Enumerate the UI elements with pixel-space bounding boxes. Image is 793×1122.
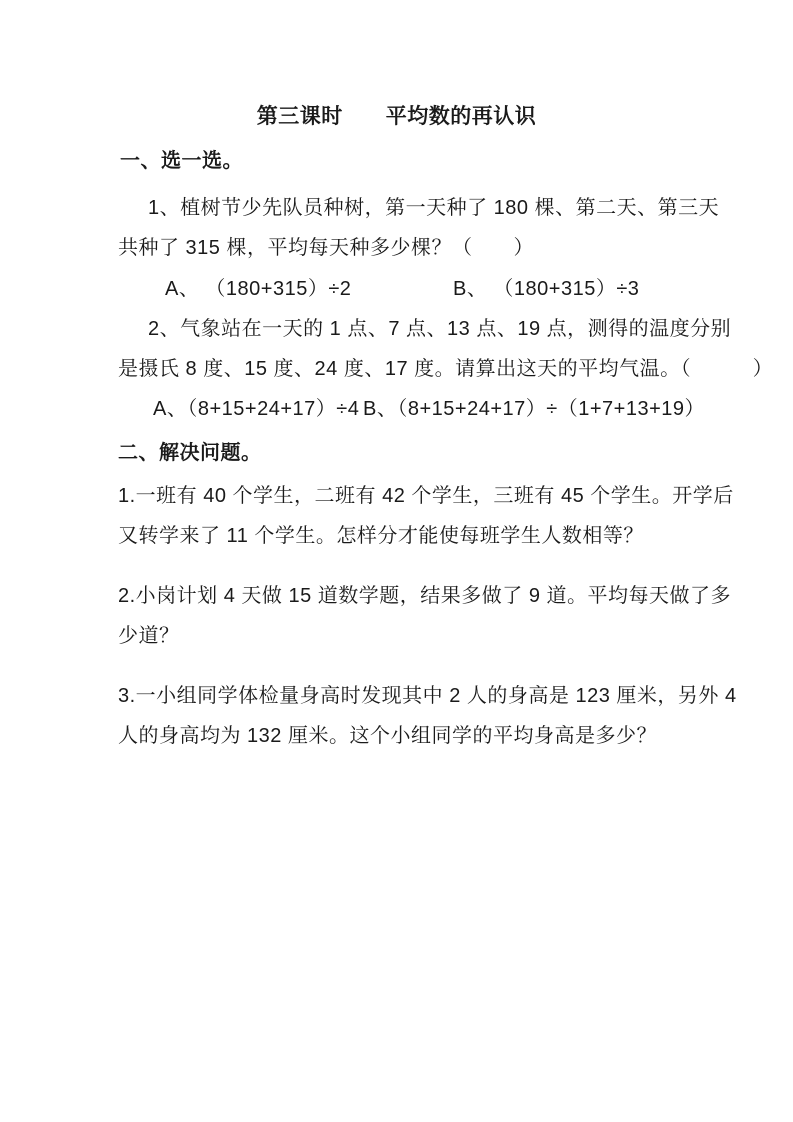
problem-2-line-2: 少道？ — [118, 625, 180, 647]
question-1-option-b: B、 （180+315）÷3 — [453, 278, 640, 300]
question-1-line-1: 1、植树节少先队员种树，第一天种了 180 棵、第二天、第三天 — [148, 197, 720, 219]
question-2-option-b: B、（8+15+24+17）÷（1+7+13+19） — [363, 398, 705, 420]
question-2-option-a: A、（8+15+24+17）÷4 — [153, 398, 360, 420]
section-choose-heading: 一、选一选。 — [120, 150, 243, 172]
problem-1-line-2: 又转学来了 11 个学生。怎样分才能使每班学生人数相等？ — [118, 525, 644, 547]
problem-1-line-1: 1.一班有 40 个学生，二班有 42 个学生，三班有 45 个学生。开学后 — [118, 485, 734, 507]
section-solve-heading: 二、解决问题。 — [118, 442, 262, 464]
page-title: 第三课时 平均数的再认识 — [256, 105, 537, 128]
problem-2-line-1: 2.小岗计划 4 天做 15 道数学题，结果多做了 9 道。平均每天做了多 — [118, 585, 732, 607]
question-2-line-1: 2、气象站在一天的 1 点、7 点、13 点、19 点，测得的温度分别 — [148, 318, 732, 340]
problem-3-line-2: 人的身高均为 132 厘米。这个小组同学的平均身高是多少？ — [118, 725, 657, 747]
question-1-line-2: 共种了 315 棵，平均每天种多少棵？（ ） — [118, 237, 534, 259]
question-1-option-a: A、 （180+315）÷2 — [165, 278, 352, 300]
question-2-line-2: 是摄氏 8 度、15 度、24 度、17 度。请算出这天的平均气温。（ ） — [118, 358, 774, 380]
problem-3-line-1: 3.一小组同学体检量身高时发现其中 2 人的身高是 123 厘米，另外 4 — [118, 685, 737, 707]
